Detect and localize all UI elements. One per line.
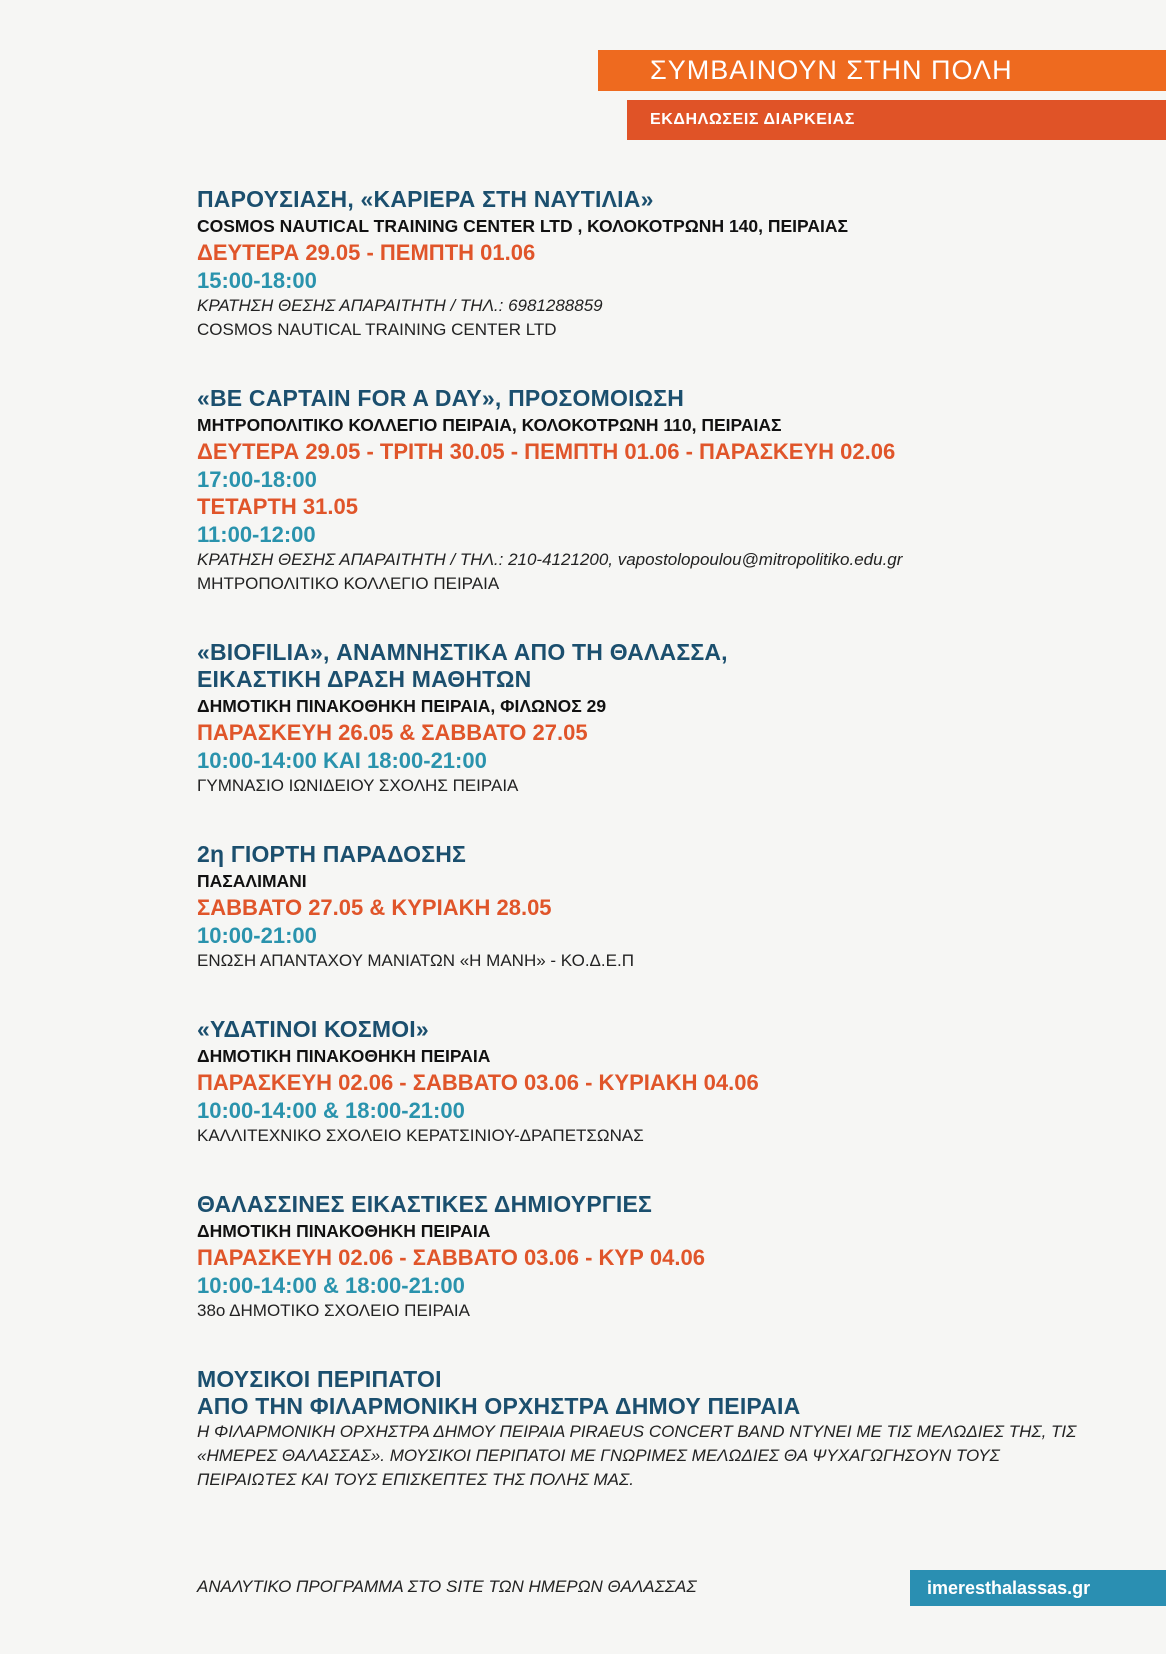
event-note: ΚΡΑΤΗΣΗ ΘΕΣΗΣ ΑΠΑΡΑΙΤΗΤΗ / ΤΗΛ.: 210-4121200, vapostolopoulou@mitropolitiko.edu.gr (197, 550, 903, 569)
event-item (197, 385, 1097, 596)
event-item (197, 186, 1097, 342)
event-organizer: ΓΥΜΝΑΣΙΟ ΙΩΝΙΔΕΙΟΥ ΣΧΟΛΗΣ ΠΕΙΡΑΙΑ (197, 776, 519, 795)
event-item (197, 639, 1097, 798)
event-title: 2η ΓΙΟΡΤΗ ΠΑΡΑΔΟΣΗΣ (197, 841, 467, 867)
event-time: 10:00-21:00 (197, 923, 317, 948)
event-time: 10:00-14:00 ΚΑΙ 18:00-21:00 (197, 748, 487, 773)
event-time: 10:00-14:00 & 18:00-21:00 (197, 1273, 465, 1298)
event-location: ΔΗΜΟΤΙΚΗ ΠΙΝΑΚΟΘΗΚΗ ΠΕΙΡΑΙΑ (197, 1046, 491, 1066)
event-title: «ΥΔΑΤΙΝΟΙ ΚΟΣΜΟΙ» (197, 1016, 429, 1042)
event-date: ΠΑΡΑΣΚΕΥΗ 26.05 & ΣΑΒΒΑΤΟ 27.05 (197, 720, 588, 745)
event-location: ΠΑΣΑΛΙΜΑΝΙ (197, 871, 307, 891)
event-item (197, 841, 1097, 973)
section-title: ΣΥΜΒΑΙΝΟΥΝ ΣΤΗΝ ΠΟΛΗ (650, 55, 1013, 85)
section-subheader (627, 100, 1166, 140)
event-item (197, 1191, 1097, 1323)
event-title: ΘΑΛΑΣΣΙΝΕΣ ΕΙΚΑΣΤΙΚΕΣ ΔΗΜΙΟΥΡΓΙΕΣ (197, 1191, 653, 1217)
event-item (197, 1016, 1097, 1148)
event-time: 15:00-18:00 (197, 268, 317, 293)
event-location: ΜΗΤΡΟΠΟΛΙΤΙΚΟ ΚΟΛΛΕΓΙΟ ΠΕΙΡΑΙΑ, ΚΟΛΟΚΟΤΡΩΝΗ 110, ΠΕΙΡΑΙΑΣ (197, 415, 782, 435)
event-organizer: COSMOS NAUTICAL TRAINING CENTER LTD (197, 320, 557, 339)
event-list (197, 186, 1097, 1535)
event-organizer: ΕΝΩΣΗ ΑΠΑΝΤΑΧΟΥ ΜΑΝΙΑΤΩΝ «Η ΜΑΝΗ» - ΚΟ.Δ.Ε.Π (197, 951, 634, 970)
event-date: ΠΑΡΑΣΚΕΥΗ 02.06 - ΣΑΒΒΑΤΟ 03.06 - ΚΥΡ 04.06 (197, 1245, 705, 1270)
event-title: ΑΠΟ ΤΗΝ ΦΙΛΑΡΜΟΝΙΚΗ ΟΡΧΗΣΤΡΑ ΔΗΜΟΥ ΠΕΙΡΑΙΑ (197, 1393, 801, 1419)
event-time: 10:00-14:00 & 18:00-21:00 (197, 1098, 465, 1123)
event-title: ΕΙΚΑΣΤΙΚΗ ΔΡΑΣΗ ΜΑΘΗΤΩΝ (197, 666, 532, 692)
website-link[interactable]: imeresthalassas.gr (910, 1570, 1166, 1606)
event-organizer: ΜΗΤΡΟΠΟΛΙΤΙΚΟ ΚΟΛΛΕΓΙΟ ΠΕΙΡΑΙΑ (197, 574, 500, 593)
event-location: ΔΗΜΟΤΙΚΗ ΠΙΝΑΚΟΘΗΚΗ ΠΕΙΡΑΙΑ (197, 1221, 491, 1241)
event-organizer: ΚΑΛΛΙΤΕΧΝΙΚΟ ΣΧΟΛΕΙΟ ΚΕΡΑΤΣΙΝΙΟΥ-ΔΡΑΠΕΤΣΩΝΑΣ (197, 1126, 644, 1145)
event-date: ΠΑΡΑΣΚΕΥΗ 02.06 - ΣΑΒΒΑΤΟ 03.06 - ΚΥΡΙΑΚΗ 04.06 (197, 1070, 759, 1095)
event-note: ΚΡΑΤΗΣΗ ΘΕΣΗΣ ΑΠΑΡΑΙΤΗΤΗ / ΤΗΛ.: 6981288859 (197, 296, 603, 315)
event-title: «BIOFILIA», ΑΝΑΜΝΗΣΤΙΚΑ ΑΠΟ ΤΗ ΘΑΛΑΣΣΑ, (197, 639, 728, 665)
event-location: ΔΗΜΟΤΙΚΗ ΠΙΝΑΚΟΘΗΚΗ ΠΕΙΡΑΙΑ, ΦΙΛΩΝΟΣ 29 (197, 696, 607, 716)
section-header (598, 50, 1166, 91)
event-description: Η ΦΙΛΑΡΜΟΝΙΚΗ ΟΡΧΗΣΤΡΑ ΔΗΜΟΥ ΠΕΙΡΑΙΑ PIRAEUS CONCERT BAND ΝΤΥΝΕΙ ΜΕ ΤΙΣ ΜΕΛΩΔΙΕΣ ΤΗΣ, ΤΙΣ «ΗΜΕΡΕΣ ΘΑΛΑΣΣΑΣ». ΜΟΥΣΙΚΟΙ ΠΕΡΙΠΑΤΟΙ ΜΕ ΓΝΩΡΙΜΕΣ ΜΕΛΩΔΙΕΣ ΘΑ ΨΥΧΑΓΩΓΗΣΟΥΝ ΤΟΥΣ ΠΕΙΡΑΙΩΤΕΣ ΚΑΙ ΤΟΥΣ ΕΠΙΣΚΕΠΤΕΣ ΤΗΣ ΠΟΛΗΣ ΜΑΣ. (197, 1422, 1077, 1489)
event-date: ΔΕΥΤΕΡΑ 29.05 - ΤΡΙΤΗ 30.05 - ΠΕΜΠΤΗ 01.06 - ΠΑΡΑΣΚΕΥΗ 02.06 (197, 439, 896, 464)
event-organizer: 38ο ΔΗΜΟΤΙΚΟ ΣΧΟΛΕΙΟ ΠΕΙΡΑΙΑ (197, 1301, 470, 1320)
program-note: ΑΝΑΛΥΤΙΚΟ ΠΡΟΓΡΑΜΜΑ ΣΤΟ SITE ΤΩΝ ΗΜΕΡΩΝ ΘΑΛΑΣΣΑΣ (197, 1577, 697, 1596)
event-title: «BE CAPTAIN FOR A DAY», ΠΡΟΣΟΜΟΙΩΣΗ (197, 385, 685, 411)
event-location: COSMOS NAUTICAL TRAINING CENTER LTD , ΚΟΛΟΚΟΤΡΩΝΗ 140, ΠΕΙΡΑΙΑΣ (197, 216, 849, 236)
event-date: ΔΕΥΤΕΡΑ 29.05 - ΠΕΜΠΤΗ 01.06 (197, 240, 536, 265)
event-date: ΣΑΒΒΑΤΟ 27.05 & ΚΥΡΙΑΚΗ 28.05 (197, 895, 552, 920)
event-title: ΠΑΡΟΥΣΙΑΣΗ, «ΚΑΡΙΕΡΑ ΣΤΗ ΝΑΥΤΙΛΙΑ» (197, 186, 654, 212)
event-title: ΜΟΥΣΙΚΟΙ ΠΕΡΙΠΑΤΟΙ (197, 1366, 442, 1392)
event-date: ΤΕΤΑΡΤΗ 31.05 (197, 494, 358, 519)
event-time: 17:00-18:00 (197, 467, 317, 492)
event-time: 11:00-12:00 (197, 522, 316, 547)
event-item (197, 1366, 1097, 1492)
section-subtitle: ΕΚΔΗΛΩΣΕΙΣ ΔΙΑΡΚΕΙΑΣ (650, 111, 855, 128)
